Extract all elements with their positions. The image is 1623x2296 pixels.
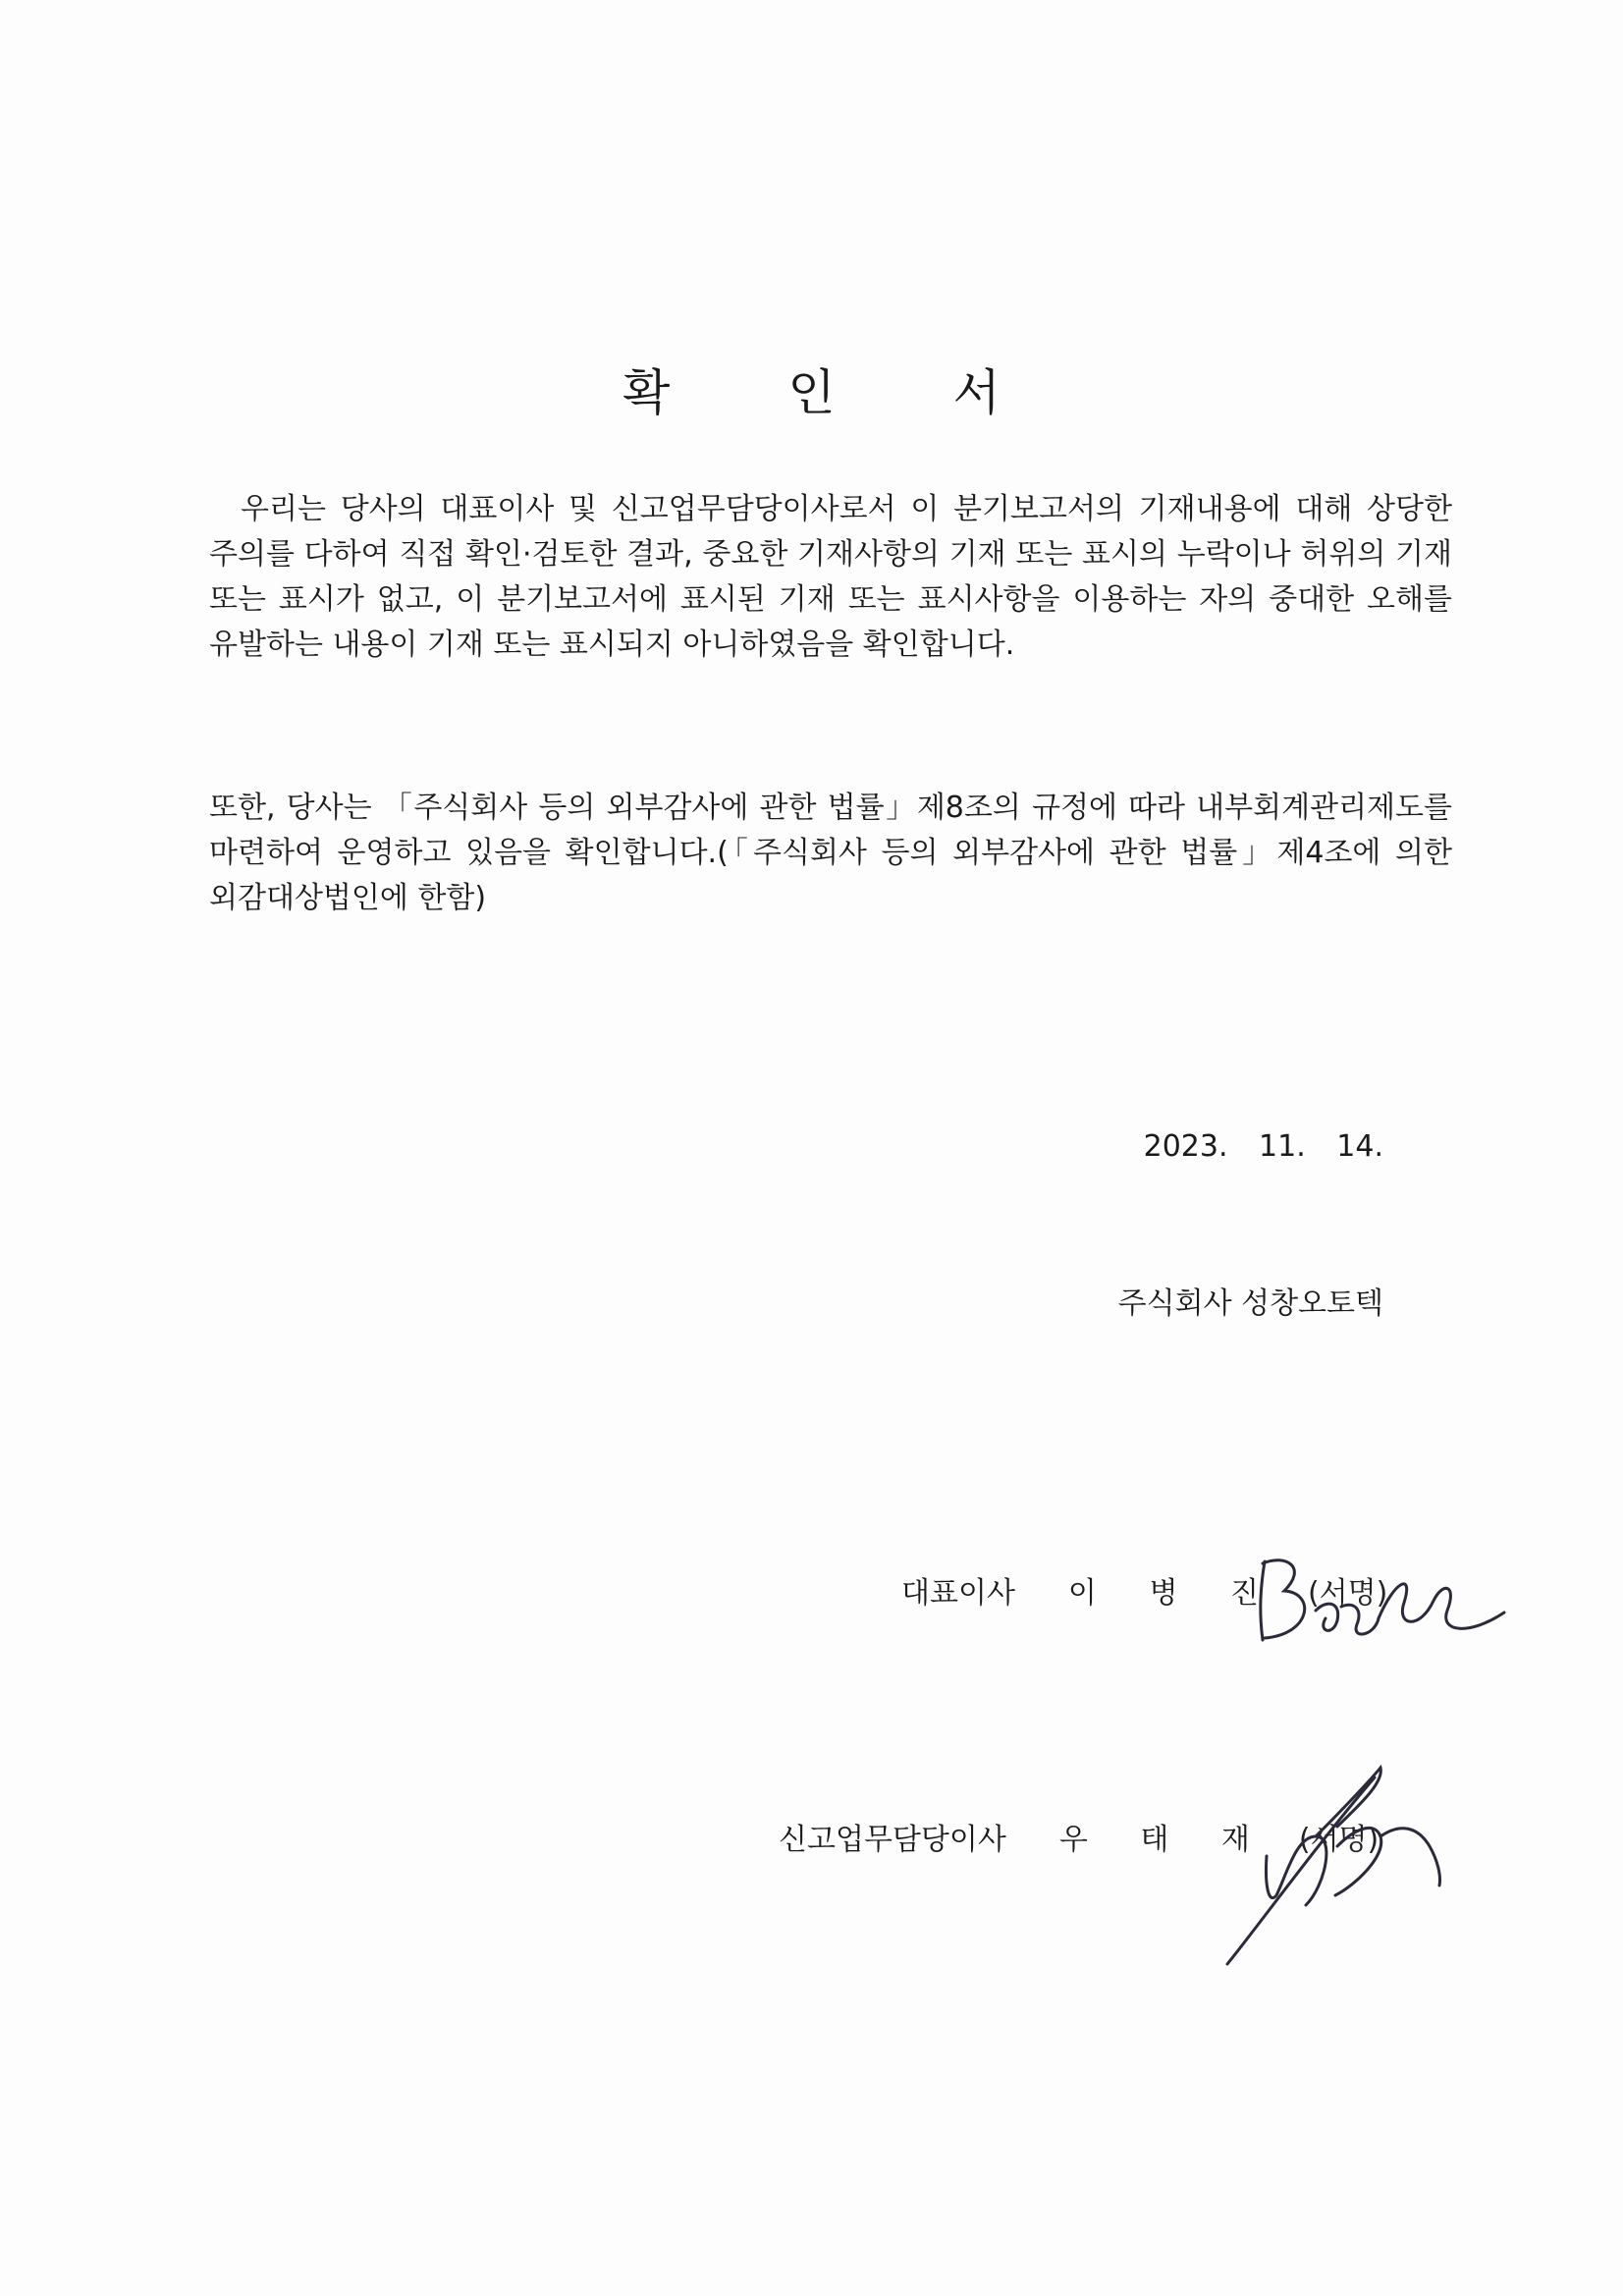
internal-control-paragraph: 또한, 당사는 「주식회사 등의 외부감사에 관한 법률」제8조의 규정에 따라 내부회계관리제도를 마련하여 운영하고 있음을 확인합니다.(「주식회사 등의 외부감사에 관한 법률」제4조에 의한 외감대상법인에 한함) <box>209 791 1452 915</box>
company-name: 주식회사 성창오토텍 <box>1117 1286 1383 1321</box>
cfo-signature-icon <box>1208 1738 1463 1974</box>
signer-name: 이 병 진 <box>1067 1576 1280 1611</box>
document-title: 확 인 서 <box>622 364 1052 421</box>
signer-name: 우 태 재 <box>1058 1823 1271 1857</box>
document-date: 2023. 11. 14. <box>1143 1129 1383 1164</box>
signer-role: 신고업무담당이사 <box>779 1823 1006 1857</box>
signer-role: 대표이사 <box>901 1576 1015 1611</box>
signature-label: (서명) <box>1307 1576 1388 1611</box>
ceo-signature-icon <box>1247 1542 1522 1660</box>
signature-label: (서명) <box>1298 1823 1380 1857</box>
confirmation-paragraph: 우리는 당사의 대표이사 및 신고업무담당이사로서 이 분기보고서의 기재내용에 대해 상당한 주의를 다하여 직접 확인·검토한 결과, 중요한 기재사항의 기재 또는 표시의 누락이나 허위의 기재 또는 표시가 없고, 이 분기보고서에 표시된 기재 또는 표시사항을 이용하는 자의 중대한 오해를 유발하는 내용이 기재 또는 표시되지 아니하였음을 확인합니다. <box>209 492 1452 662</box>
